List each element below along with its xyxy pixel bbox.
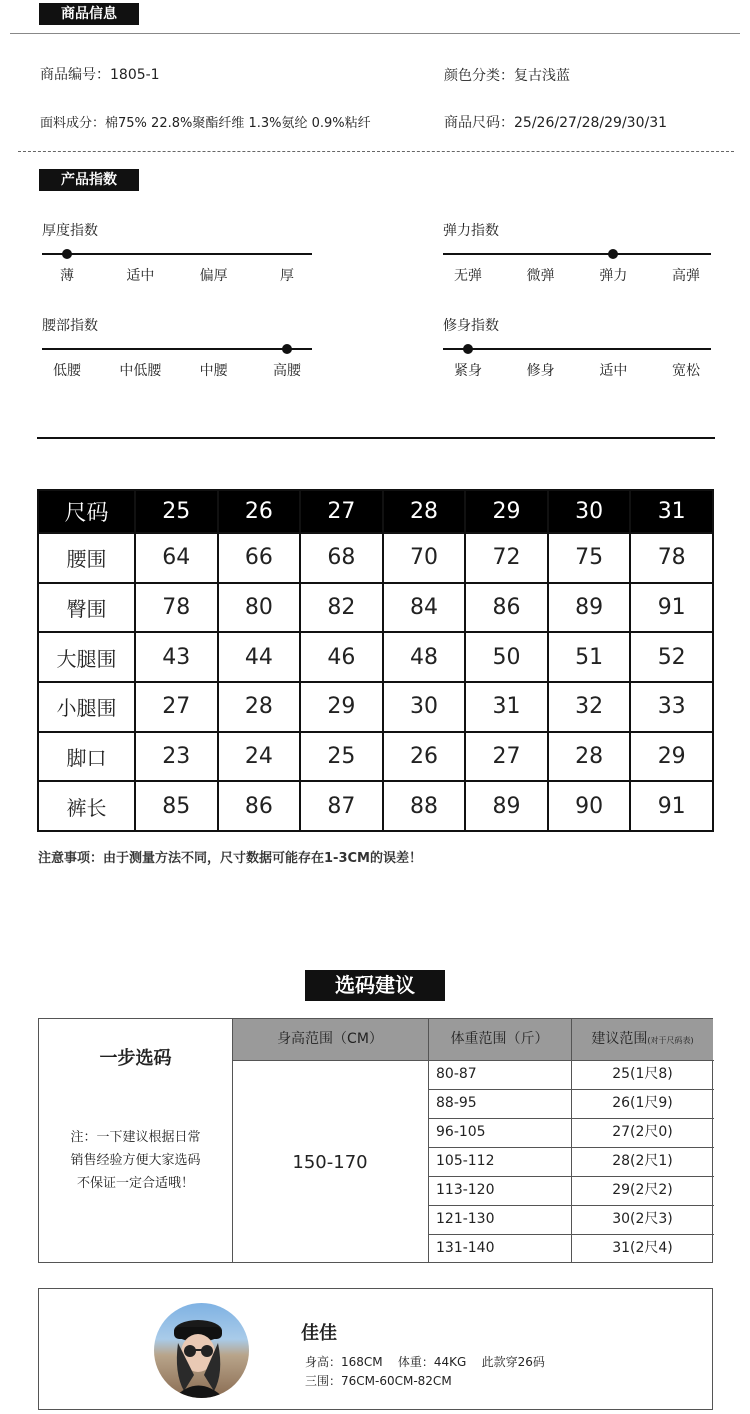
model-card	[38, 1288, 713, 1410]
size-cell: 50	[465, 632, 548, 682]
product-code-label: 商品编号：	[40, 67, 110, 83]
person-photo-icon	[154, 1303, 249, 1398]
rec-note-line-1: 注：一下建议根据日常	[70, 1130, 201, 1145]
size-cell: 43	[135, 632, 218, 682]
top-divider	[10, 33, 740, 34]
fabric-label: 面料成分：	[40, 116, 106, 131]
size-cell: 82	[300, 583, 383, 633]
rec-weight-cell: 80-87	[436, 1066, 477, 1082]
index-track-0	[42, 253, 312, 255]
rec-left-title: 一步选码	[99, 1048, 172, 1069]
index-option-0-1: 适中	[126, 268, 155, 284]
index-option-2-0: 低腰	[53, 363, 81, 379]
rec-weight-cell: 121-130	[436, 1211, 495, 1227]
index-track-1	[443, 253, 711, 255]
size-cell: 84	[383, 583, 466, 633]
measurement-note: 注意事项：由于测量方法不同，尺寸数据可能存在1-3CM的误差！	[38, 851, 422, 866]
index-title-2: 腰部指数	[42, 318, 98, 334]
color-label: 颜色分类：	[444, 68, 514, 84]
size-cell: 24	[218, 732, 301, 782]
size-cell: 78	[135, 583, 218, 633]
rec-weight-cell: 105-112	[436, 1153, 495, 1169]
model-stats-line-2: 三围：76CM-60CM-82CM	[305, 1374, 452, 1388]
size-cell: 86	[465, 583, 548, 633]
recommendation-table	[38, 1018, 713, 1263]
size-row-label: 小腿围	[38, 682, 135, 732]
size-row-label: 裤长	[38, 781, 135, 831]
size-cell: 31	[465, 682, 548, 732]
dashed-divider	[18, 151, 734, 152]
rec-col-weight: 体重范围（斤）	[450, 1031, 549, 1047]
size-value: 25/26/27/28/29/30/31	[514, 115, 668, 131]
product-sizes	[444, 112, 667, 132]
rec-size-cell: 26(1尺9)	[612, 1095, 673, 1111]
rec-vline-1	[232, 1019, 233, 1262]
size-table-row	[38, 533, 713, 583]
fabric-composition	[40, 112, 371, 131]
rec-left-note	[39, 1126, 232, 1195]
size-cell: 90	[548, 781, 631, 831]
size-row-label: 大腿围	[38, 632, 135, 682]
size-cell: 29	[300, 682, 383, 732]
rec-size-cell: 27(2尺0)	[612, 1124, 673, 1140]
index-option-1-3: 高弹	[672, 268, 700, 284]
rec-height-value: 150-170	[292, 1152, 368, 1173]
index-option-3-1: 修身	[526, 363, 555, 379]
size-cell: 66	[218, 533, 301, 583]
rec-col-suggest	[571, 1019, 714, 1060]
rec-weight-cell: 113-120	[436, 1182, 495, 1198]
size-table-row	[38, 781, 713, 831]
size-table-row	[38, 732, 713, 782]
size-cell: 30	[383, 682, 466, 732]
index-marker-1	[608, 249, 618, 259]
index-marker-2	[282, 344, 292, 354]
size-row-label: 臀围	[38, 583, 135, 633]
size-cell: 86	[218, 781, 301, 831]
rec-col-suggest-label: 建议范围	[591, 1031, 648, 1047]
size-cell: 46	[300, 632, 383, 682]
size-cell: 70	[383, 533, 466, 583]
size-cell: 27	[135, 682, 218, 732]
size-cell: 78	[630, 533, 713, 583]
rec-weight-cell: 88-95	[436, 1095, 477, 1111]
size-cell: 26	[383, 732, 466, 782]
index-title-3: 修身指数	[443, 318, 499, 334]
size-cell: 80	[218, 583, 301, 633]
size-cell: 52	[630, 632, 713, 682]
rec-vline-2	[428, 1019, 429, 1262]
index-marker-3	[463, 344, 473, 354]
size-cell: 29	[630, 732, 713, 782]
fabric-value: 棉75% 22.8%聚酯纤维 1.3%氨纶 0.9%粘纤	[105, 116, 371, 131]
size-table	[37, 489, 714, 832]
indices-heading: 产品指数	[39, 169, 139, 191]
index-track-3	[443, 348, 711, 350]
size-column-header: 31	[630, 490, 713, 533]
index-title-0: 厚度指数	[42, 223, 98, 239]
rec-size-cell: 28(2尺1)	[612, 1153, 673, 1169]
size-table-row	[38, 682, 713, 732]
rec-size-cell: 31(2尺4)	[612, 1240, 673, 1256]
size-cell: 68	[300, 533, 383, 583]
size-cell: 28	[218, 682, 301, 732]
product-code-value: 1805-1	[110, 67, 160, 83]
size-table-row	[38, 632, 713, 682]
size-column-header: 26	[218, 490, 301, 533]
index-option-3-3: 宽松	[672, 363, 700, 379]
rec-size-cell: 30(2尺3)	[612, 1211, 673, 1227]
size-column-header: 25	[135, 490, 218, 533]
rec-size-cell: 25(1尺8)	[612, 1066, 673, 1082]
size-cell: 75	[548, 533, 631, 583]
rec-note-line-3: 不保证一定合适哦！	[76, 1176, 194, 1191]
product-code	[40, 64, 160, 84]
size-cell: 64	[135, 533, 218, 583]
index-option-2-3: 高腰	[273, 363, 301, 379]
size-cell: 91	[630, 781, 713, 831]
product-info-heading: 商品信息	[39, 3, 139, 25]
index-option-0-0: 薄	[60, 268, 74, 284]
section-divider	[37, 437, 715, 439]
size-table-row	[38, 583, 713, 633]
size-cell: 25	[300, 732, 383, 782]
color-category	[444, 65, 570, 85]
size-column-header: 28	[383, 490, 466, 533]
rec-weight-cell: 96-105	[436, 1124, 486, 1140]
index-option-1-2: 弹力	[599, 268, 628, 284]
size-cell: 32	[548, 682, 631, 732]
size-cell: 51	[548, 632, 631, 682]
model-stats-line-1: 身高：168CM 体重：44KG 此款穿26码	[305, 1355, 545, 1369]
size-cell: 48	[383, 632, 466, 682]
rec-col-height: 身高范围（CM）	[277, 1031, 383, 1047]
size-column-header: 30	[548, 490, 631, 533]
index-option-2-2: 中腰	[199, 363, 228, 379]
rec-size-cell: 29(2尺2)	[612, 1182, 673, 1198]
color-value: 复古浅蓝	[514, 68, 570, 84]
index-option-2-1: 中低腰	[119, 363, 162, 379]
size-row-label: 脚口	[38, 732, 135, 782]
size-cell: 28	[548, 732, 631, 782]
size-label: 商品尺码：	[444, 115, 514, 131]
size-cell: 87	[300, 781, 383, 831]
rec-weight-cell: 131-140	[436, 1240, 495, 1256]
model-avatar	[154, 1303, 249, 1398]
recommendation-heading: 选码建议	[305, 970, 445, 1001]
size-cell: 27	[465, 732, 548, 782]
size-cell: 23	[135, 732, 218, 782]
index-option-3-0: 紧身	[454, 363, 482, 379]
index-option-0-2: 偏厚	[199, 268, 228, 284]
size-cell: 72	[465, 533, 548, 583]
rec-note-line-2: 销售经验方便大家选码	[70, 1153, 201, 1168]
size-cell: 91	[630, 583, 713, 633]
size-cell: 88	[383, 781, 466, 831]
index-title-1: 弹力指数	[443, 223, 499, 239]
size-cell: 89	[548, 583, 631, 633]
rec-col-suggest-small: (对于尺码表)	[647, 1036, 694, 1045]
size-cell: 44	[218, 632, 301, 682]
index-track-2	[42, 348, 312, 350]
size-column-header: 27	[300, 490, 383, 533]
size-row-label: 腰围	[38, 533, 135, 583]
size-column-header: 29	[465, 490, 548, 533]
size-table-header-row	[38, 490, 713, 533]
index-option-0-3: 厚	[280, 268, 294, 284]
index-option-1-1: 微弹	[526, 268, 555, 284]
size-table-corner: 尺码	[38, 490, 135, 533]
model-name: 佳佳	[301, 1323, 337, 1344]
index-marker-0	[62, 249, 72, 259]
index-option-3-2: 适中	[599, 363, 628, 379]
size-cell: 33	[630, 682, 713, 732]
size-cell: 85	[135, 781, 218, 831]
index-option-1-0: 无弹	[454, 268, 482, 284]
size-cell: 89	[465, 781, 548, 831]
